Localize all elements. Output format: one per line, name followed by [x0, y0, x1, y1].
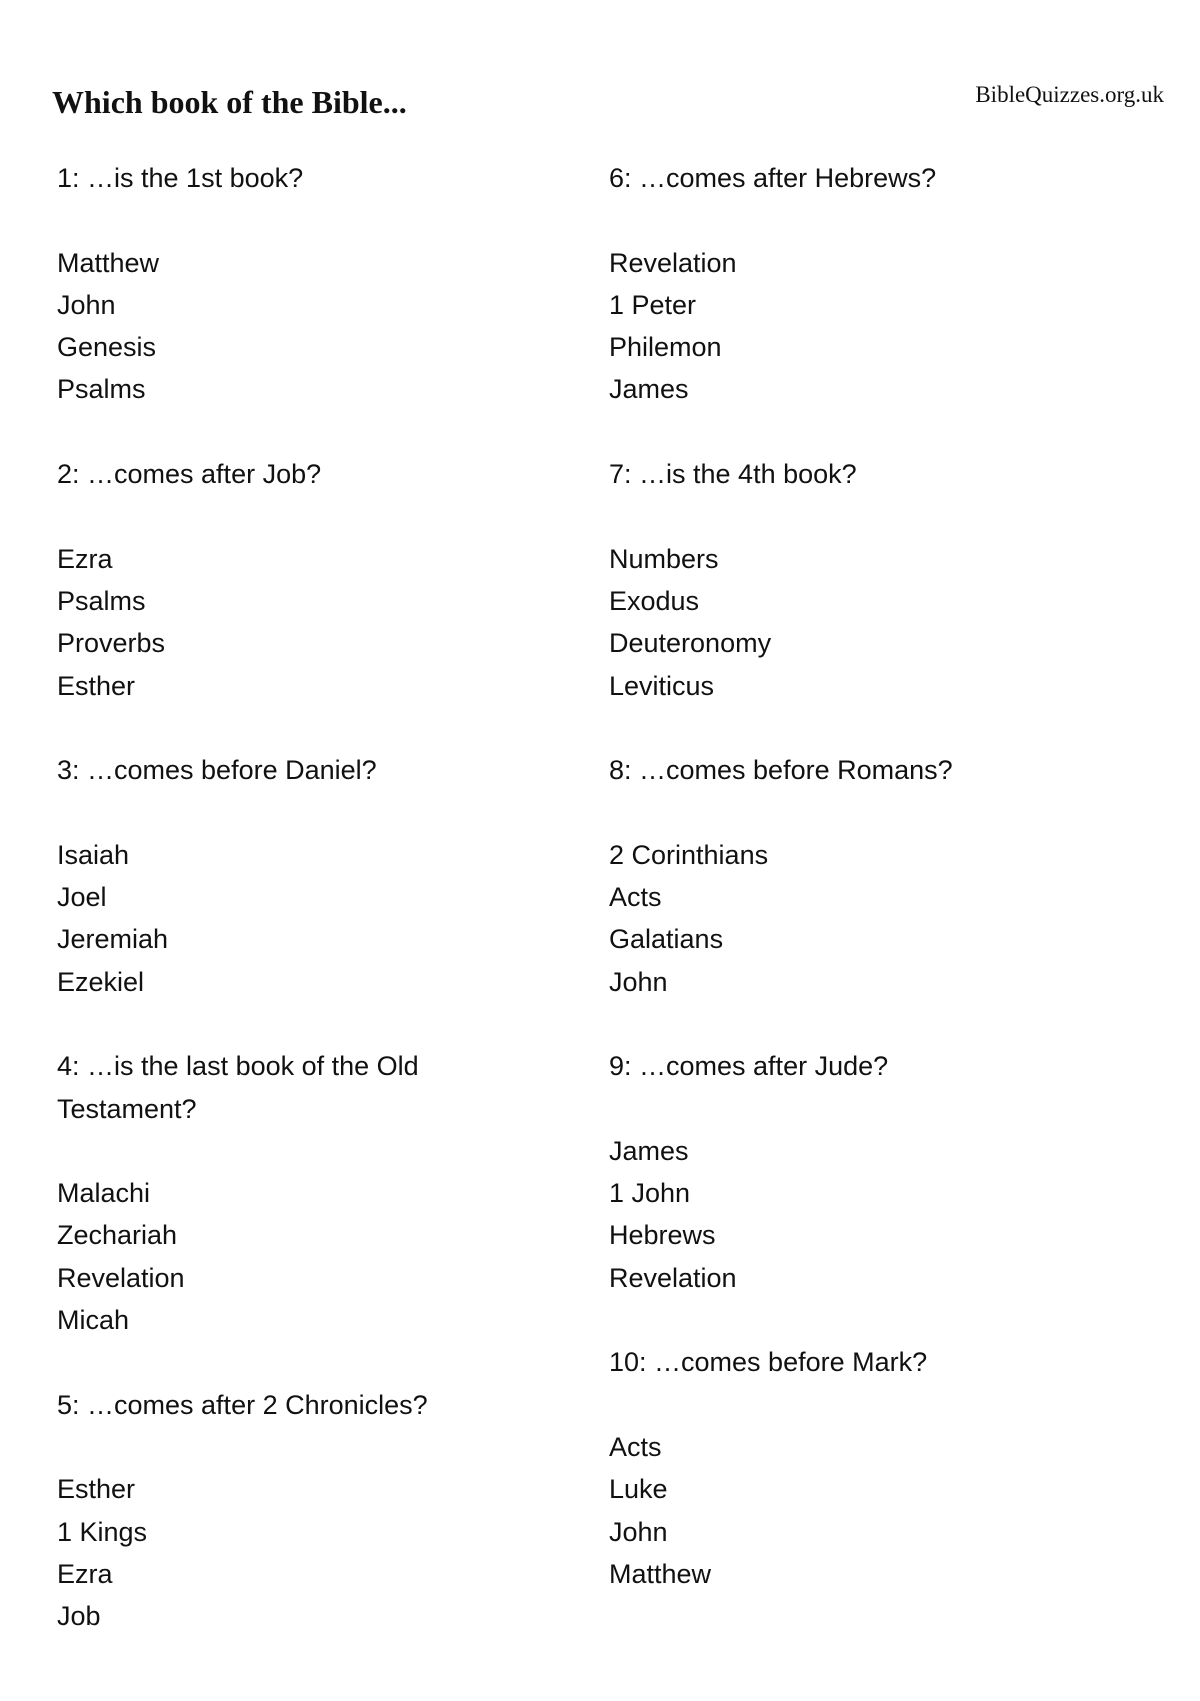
answer-option: Luke: [609, 1474, 668, 1505]
answer-options: [57, 1468, 527, 1637]
answer-option: Numbers: [609, 543, 719, 574]
answer-option: Deuteronomy: [609, 628, 772, 659]
question-9: [609, 1045, 1169, 1299]
answer-option: Genesis: [57, 332, 157, 363]
answer-option: Revelation: [609, 247, 737, 278]
page-title: Which book of the Bible...: [52, 84, 407, 120]
answer-options: [609, 1426, 1169, 1595]
answer-option: Job: [57, 1601, 101, 1632]
answer-options: [57, 1172, 527, 1341]
answer-option: Psalms: [57, 585, 146, 616]
answer-option: James: [609, 1135, 689, 1166]
answer-options: [57, 242, 527, 411]
answer-option: Acts: [609, 1431, 662, 1462]
question-text: 2: …comes after Job?: [57, 459, 322, 490]
question-text: 4: …is the last book of the Old Testament?: [57, 1051, 419, 1124]
question-2: [57, 453, 527, 707]
answer-option: 1 Peter: [609, 289, 697, 320]
answer-option: Exodus: [609, 585, 700, 616]
answer-option: Jeremiah: [57, 924, 169, 955]
question-4: [57, 1045, 527, 1341]
answer-option: Hebrews: [609, 1220, 716, 1251]
question-text: 9: …comes after Jude?: [609, 1051, 889, 1082]
answer-options: [57, 538, 527, 707]
question-text: 7: …is the 4th book?: [609, 459, 857, 490]
answer-option: Ezekiel: [57, 966, 145, 997]
answer-option: Joel: [57, 882, 107, 913]
question-10: [609, 1341, 1169, 1595]
answer-options: [609, 242, 1169, 411]
answer-option: John: [609, 966, 668, 997]
question-text: 5: …comes after 2 Chronicles?: [57, 1389, 428, 1420]
answer-option: Matthew: [609, 1558, 712, 1589]
question-5: [57, 1384, 527, 1638]
answer-option: Philemon: [609, 332, 722, 363]
answer-option: Psalms: [57, 374, 146, 405]
answer-options: [609, 1130, 1169, 1299]
answer-option: Esther: [57, 1474, 136, 1505]
answer-option: Zechariah: [57, 1220, 178, 1251]
answer-option: Malachi: [57, 1178, 151, 1209]
question-text: 8: …comes before Romans?: [609, 755, 953, 786]
question-8: [609, 749, 1169, 1003]
answer-options: [57, 834, 527, 1003]
answer-option: Ezra: [57, 543, 113, 574]
question-text: 6: …comes after Hebrews?: [609, 163, 937, 193]
question-1: [57, 157, 527, 411]
answer-option: Leviticus: [609, 670, 715, 701]
question-3: [57, 749, 527, 1003]
answer-option: Acts: [609, 882, 662, 913]
question-text: 1: …is the 1st book?: [57, 163, 304, 193]
answer-option: Esther: [57, 670, 136, 701]
question-column-left: [57, 157, 527, 1680]
answer-options: [609, 538, 1169, 707]
answer-option: Ezra: [57, 1558, 113, 1589]
answer-options: [609, 834, 1169, 1003]
question-text: 3: …comes before Daniel?: [57, 755, 377, 786]
question-text: 10: …comes before Mark?: [609, 1347, 928, 1378]
answer-option: Isaiah: [57, 839, 130, 870]
answer-option: John: [57, 289, 116, 320]
question-column-right: [609, 157, 1169, 1637]
answer-option: 1 John: [609, 1178, 691, 1209]
answer-option: Matthew: [57, 247, 160, 278]
question-6: [609, 157, 1169, 411]
answer-option: Revelation: [609, 1262, 737, 1293]
answer-option: Revelation: [57, 1262, 185, 1293]
answer-option: John: [609, 1516, 668, 1547]
answer-option: 1 Kings: [57, 1516, 148, 1547]
answer-option: Proverbs: [57, 628, 166, 659]
answer-option: Galatians: [609, 924, 724, 955]
answer-option: James: [609, 374, 689, 405]
answer-option: 2 Corinthians: [609, 839, 769, 870]
site-name: BibleQuizzes.org.uk: [975, 82, 1164, 107]
answer-option: Micah: [57, 1305, 130, 1336]
question-7: [609, 453, 1169, 707]
